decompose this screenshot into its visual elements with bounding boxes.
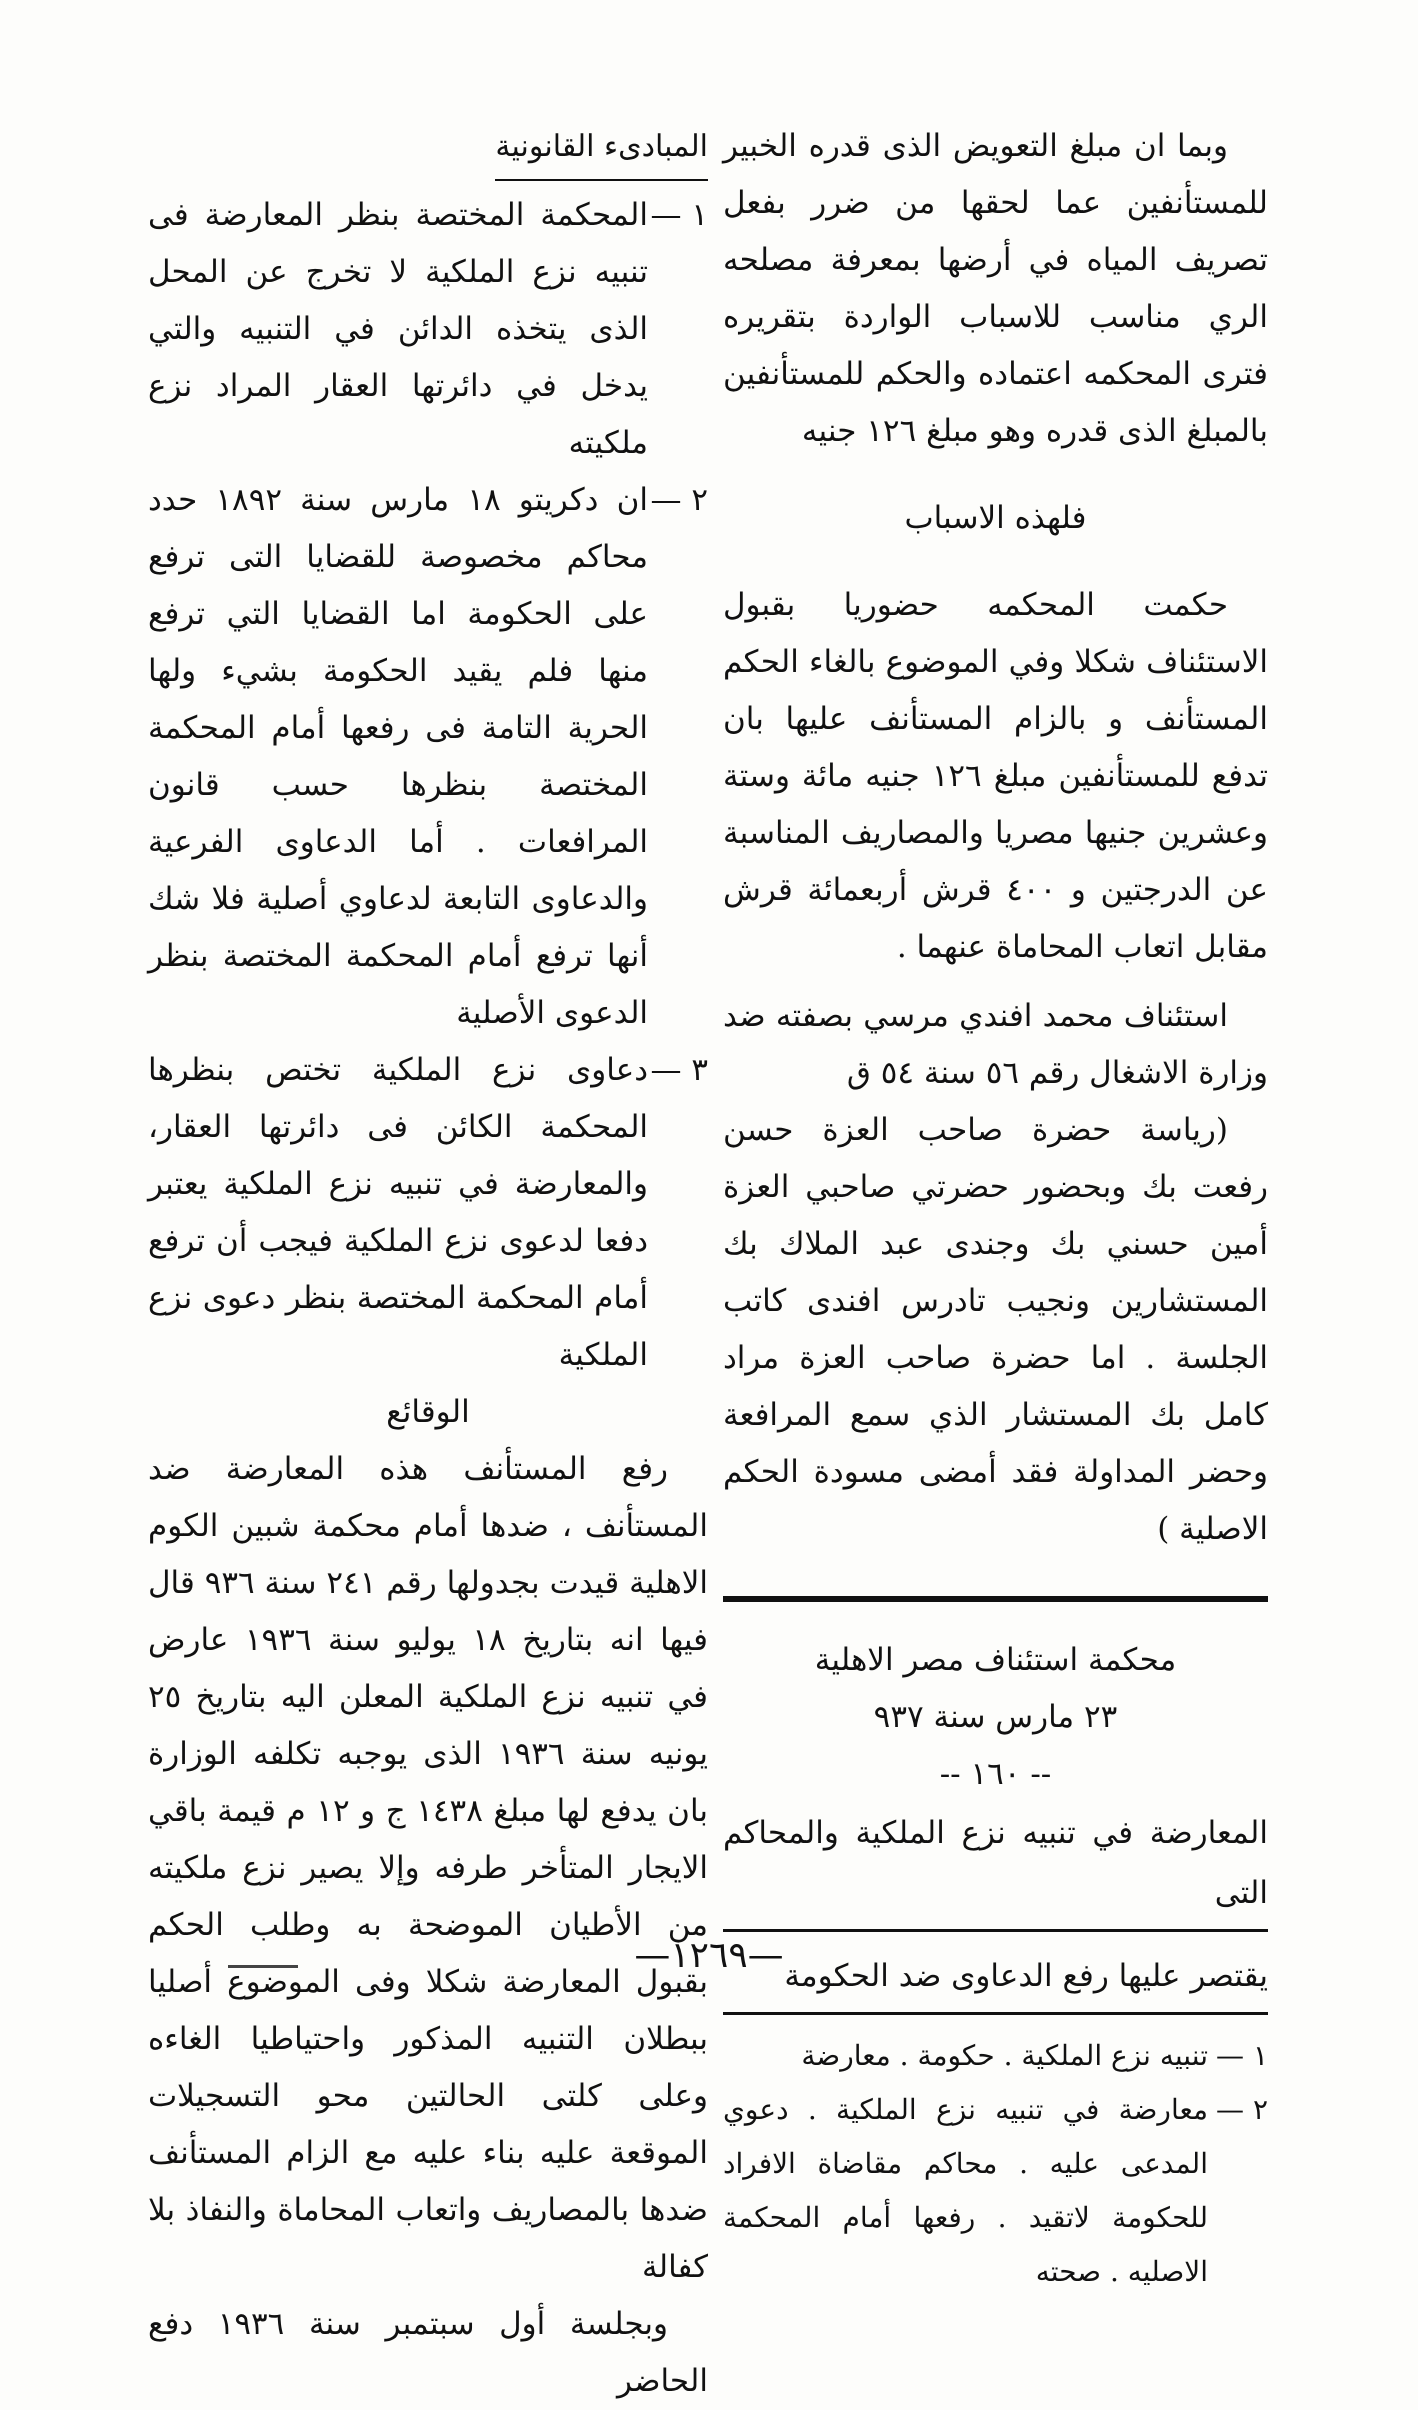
subject-line-1: المعارضة في تنبيه نزع الملكية والمحاكم التى <box>723 1815 1268 1911</box>
court-name: محكمة استئناف مصر الاهلية <box>814 1642 1177 1678</box>
principle-text: دعاوى نزع الملكية تختص بنظرها المحكمة الكائن فى دائرتها العقار، والمعارضة في تنبيه نزع الملكية يعتبر دفعا لدعوى نزع الملكية فيجب أن ترفع أمام المحكمة المختصة بنظر دعوى نزع الملكية <box>148 1052 648 1373</box>
reference-number: ٢ — <box>1216 2093 1268 2126</box>
paragraph-compensation: وبما ان مبلغ التعويض الذى قدره الخبير للمستأنفين عما لحقها من ضرر بفعل تصريف المياه في أرضها بمعرفة مصلحه الري مناسب للاسباب الواردة بتقريره فترى المحكمه اعتماده والحكم للمستأنفين بالمبلغ الذى قدره وهو مبلغ ١٢٦ جنيه <box>723 128 1268 449</box>
reference-number: ١ — <box>1216 2039 1268 2072</box>
principle-text: المحكمة المختصة بنظر المعارضة فى تنبيه نزع الملكية لا تخرج عن المحل الذى يتخذه الدائن في التنبيه والتي يدخل في دائرتها العقار المراد نزع ملكيته <box>148 197 648 461</box>
case-reference: استئناف محمد افندي مرسي بصفته ضد وزارة الاشغال رقم ٥٦ سنة ٥٤ ق <box>723 998 1268 1091</box>
subject-line-2: يقتصر عليها رفع الدعاوى ضد الحكومة <box>784 1958 1268 1994</box>
reference-item <box>723 2083 1268 2299</box>
left-column <box>148 118 708 2410</box>
page-number: —١٢٦٩— <box>634 1935 784 1976</box>
principles-heading: المبادىء القانونية <box>495 118 708 181</box>
principle-number: ١ — <box>650 197 708 233</box>
court-composition-note: (رياسة حضرة صاحب العزة حسن رفعت بك وبحضور حضرتي صاحبي العزة أمين حسني بك وجندى عبد الملاك بك المستشارين ونجيب تادرس افندى كاتب الجلسة . اما حضرة صاحب العزة مراد كامل بك المستشار الذي سمع المرافعة وحضر المداولة فقد أمضى مسودة الحكم الاصلية ) <box>723 1112 1268 1547</box>
facts-heading: الوقائع <box>386 1394 470 1430</box>
scan-mark <box>228 1965 298 1968</box>
subject-underline-1 <box>723 1929 1268 1932</box>
principle-item <box>148 187 708 472</box>
principle-text: ان دكريتو ١٨ مارس سنة ١٨٩٢ حدد محاكم مخصوصة للقضايا التى ترفع على الحكومة اما القضايا التي ترفع منها فلم يقيد الحكومة بشيء ولها الحرية التامة فى رفعها أمام المحكمة المختصة بنظرها حسب قانون المرافعات . أما الدعاوى الفرعية والدعاوى التابعة لدعاوي أصلية فلا شك أنها ترفع أمام المحكمة المختصة بنظر الدعوى الأصلية <box>148 482 648 1031</box>
facts-paragraph-continued: وبجلسة أول سبتمبر سنة ١٩٣٦ دفع الحاضر <box>148 2306 708 2399</box>
reference-text: معارضة في تنبيه نزع الملكية . دعوي المدعى عليه . محاكم مقاضاة الافراد للحكومة لاتقيد . رفعها أمام المحكمة الاصليه . صحته <box>723 2093 1208 2288</box>
reasons-heading: فلهذه الاسباب <box>904 500 1087 536</box>
court-date: ٢٣ مارس سنة ٩٣٧ <box>873 1699 1118 1735</box>
principle-number: ٢ — <box>650 482 708 518</box>
ruling-paragraph: حكمت المحكمه حضوريا بقبول الاستئناف شكلا وفي الموضوع بالغاء الحكم المستأنف و بالزام المستأنف عليها بان تدفع للمستأنفين مبلغ ١٢٦ جنيه مائة وستة وعشرين جنيها مصريا والمصاريف المناسبة عن الدرجتين و ٤٠٠ قرش أربعمائة قرش مقابل اتعاب المحاماة عنهما . <box>723 587 1268 965</box>
facts-paragraph: رفع المستأنف هذه المعارضة ضد المستأنف ، ضدها أمام محكمة شبين الكوم الاهلية قيدت بجدولها رقم ٢٤١ سنة ٩٣٦ قال فيها انه بتاريخ ١٨ يوليو سنة ١٩٣٦ عارض في تنبيه نزع الملكية المعلن اليه بتاريخ ٢٥ يونيه سنة ١٩٣٦ الذى يوجبه تكلفه الوزارة بان يدفع لها مبلغ ١٤٣٨ ج و ١٢ م قيمة باقي الايجار المتأخر طرفه وإلا يصير نزع ملكيته من الأطيان الموضحة به وطلب الحكم بقبول المعارضة شكلا وفى الموضوع أصليا ببطلان التنبيه المذكور واحتياطيا الغاءه وعلى كلتى الحالتين محو التسجيلات الموقعة عليه بناء عليه مع الزام المستأنف ضدها بالمصاريف واتعاب المحاماة والنفاذ بلا كفالة <box>148 1451 709 2285</box>
subject-underline-2 <box>723 2012 1268 2015</box>
section-divider <box>723 1596 1268 1602</box>
case-number: -- ١٦٠ -- <box>939 1756 1052 1792</box>
principle-number: ٣ — <box>650 1052 708 1088</box>
reference-item <box>723 2029 1268 2083</box>
reference-text: تنبيه نزع الملكية . حكومة . معارضة <box>801 2039 1208 2072</box>
principle-item <box>148 472 708 1042</box>
principle-item <box>148 1042 708 1384</box>
